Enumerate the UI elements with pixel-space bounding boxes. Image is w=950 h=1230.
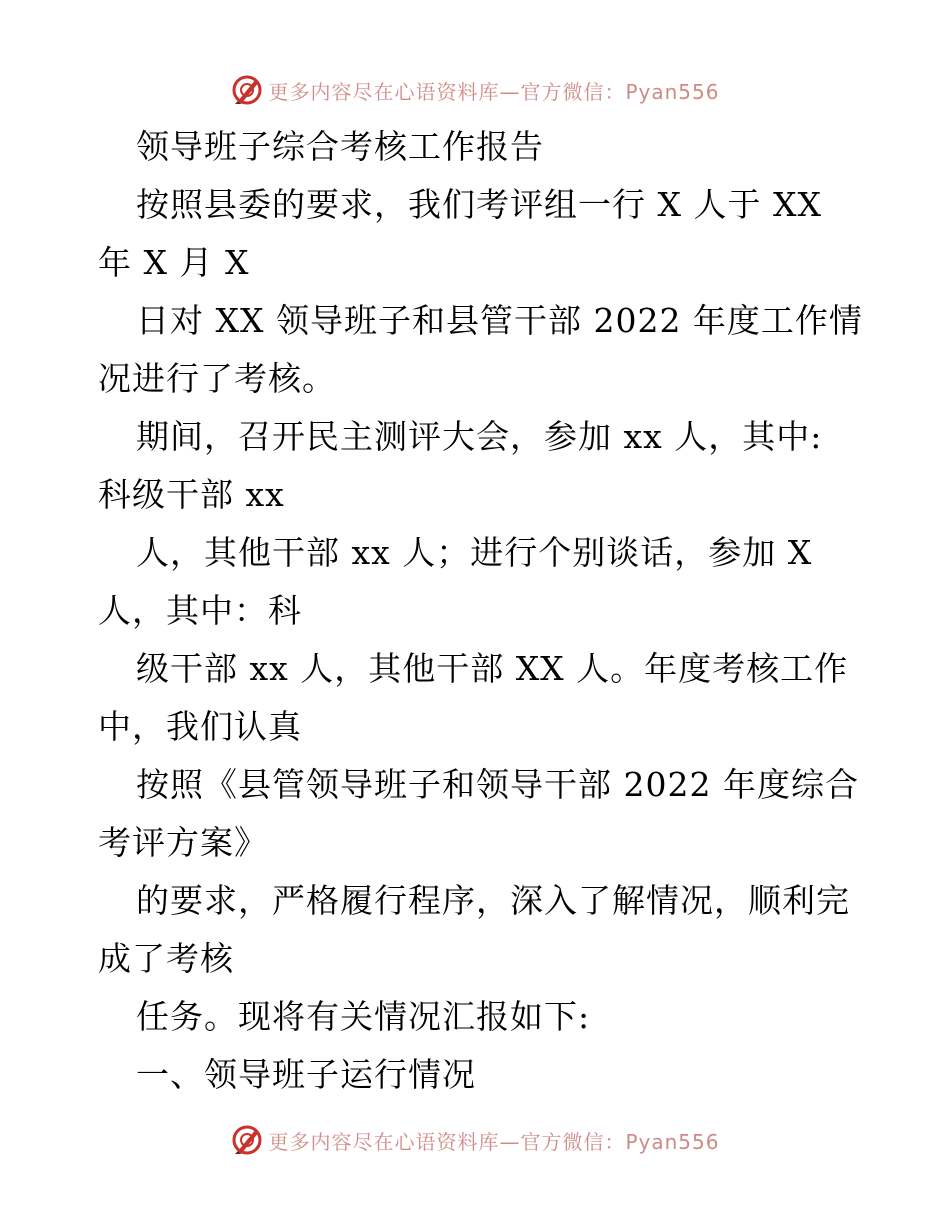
- text-line: 科级干部 xx: [98, 475, 285, 514]
- text-line: 人，其中：科: [98, 591, 302, 630]
- watermark-header: [0, 70, 950, 110]
- text-line: 按照《县管领导班子和领导干部 2022 年度综合: [136, 765, 859, 804]
- text-line: 期间，召开民主测评大会，参加 xx 人，其中:: [136, 417, 823, 456]
- pen-logo-icon: [230, 1123, 264, 1157]
- document-body: [98, 118, 868, 1104]
- watermark-footer: [0, 1120, 950, 1160]
- text-line: 年 X 月 X: [98, 243, 250, 282]
- text-line: 的要求，严格履行程序，深入了解情况，顺利完: [136, 881, 850, 920]
- watermark-text: 更多内容尽在心语资料库—官方微信：Pyan556: [268, 1129, 720, 1154]
- text-line: 人，其他干部 xx 人；进行个别谈话，参加 X: [136, 533, 813, 572]
- text-line: 一、领导班子运行情况: [136, 1055, 476, 1094]
- pen-logo-icon: [230, 73, 264, 107]
- text-line: 按照县委的要求，我们考评组一行 X 人于 XX: [136, 185, 822, 224]
- watermark-text: 更多内容尽在心语资料库—官方微信：Pyan556: [268, 79, 720, 104]
- text-line: 中，我们认真: [98, 707, 302, 746]
- text-line: 领导班子综合考核工作报告: [136, 127, 544, 166]
- text-line: 日对 XX 领导班子和县管干部 2022 年度工作情: [136, 301, 863, 340]
- text-line: 级干部 xx 人，其他干部 XX 人。年度考核工作: [136, 649, 849, 688]
- text-line: 任务。现将有关情况汇报如下:: [136, 997, 591, 1036]
- text-line: 况进行了考核。: [98, 359, 336, 398]
- text-line: 考评方案》: [98, 823, 268, 862]
- text-line: 成了考核: [98, 939, 234, 978]
